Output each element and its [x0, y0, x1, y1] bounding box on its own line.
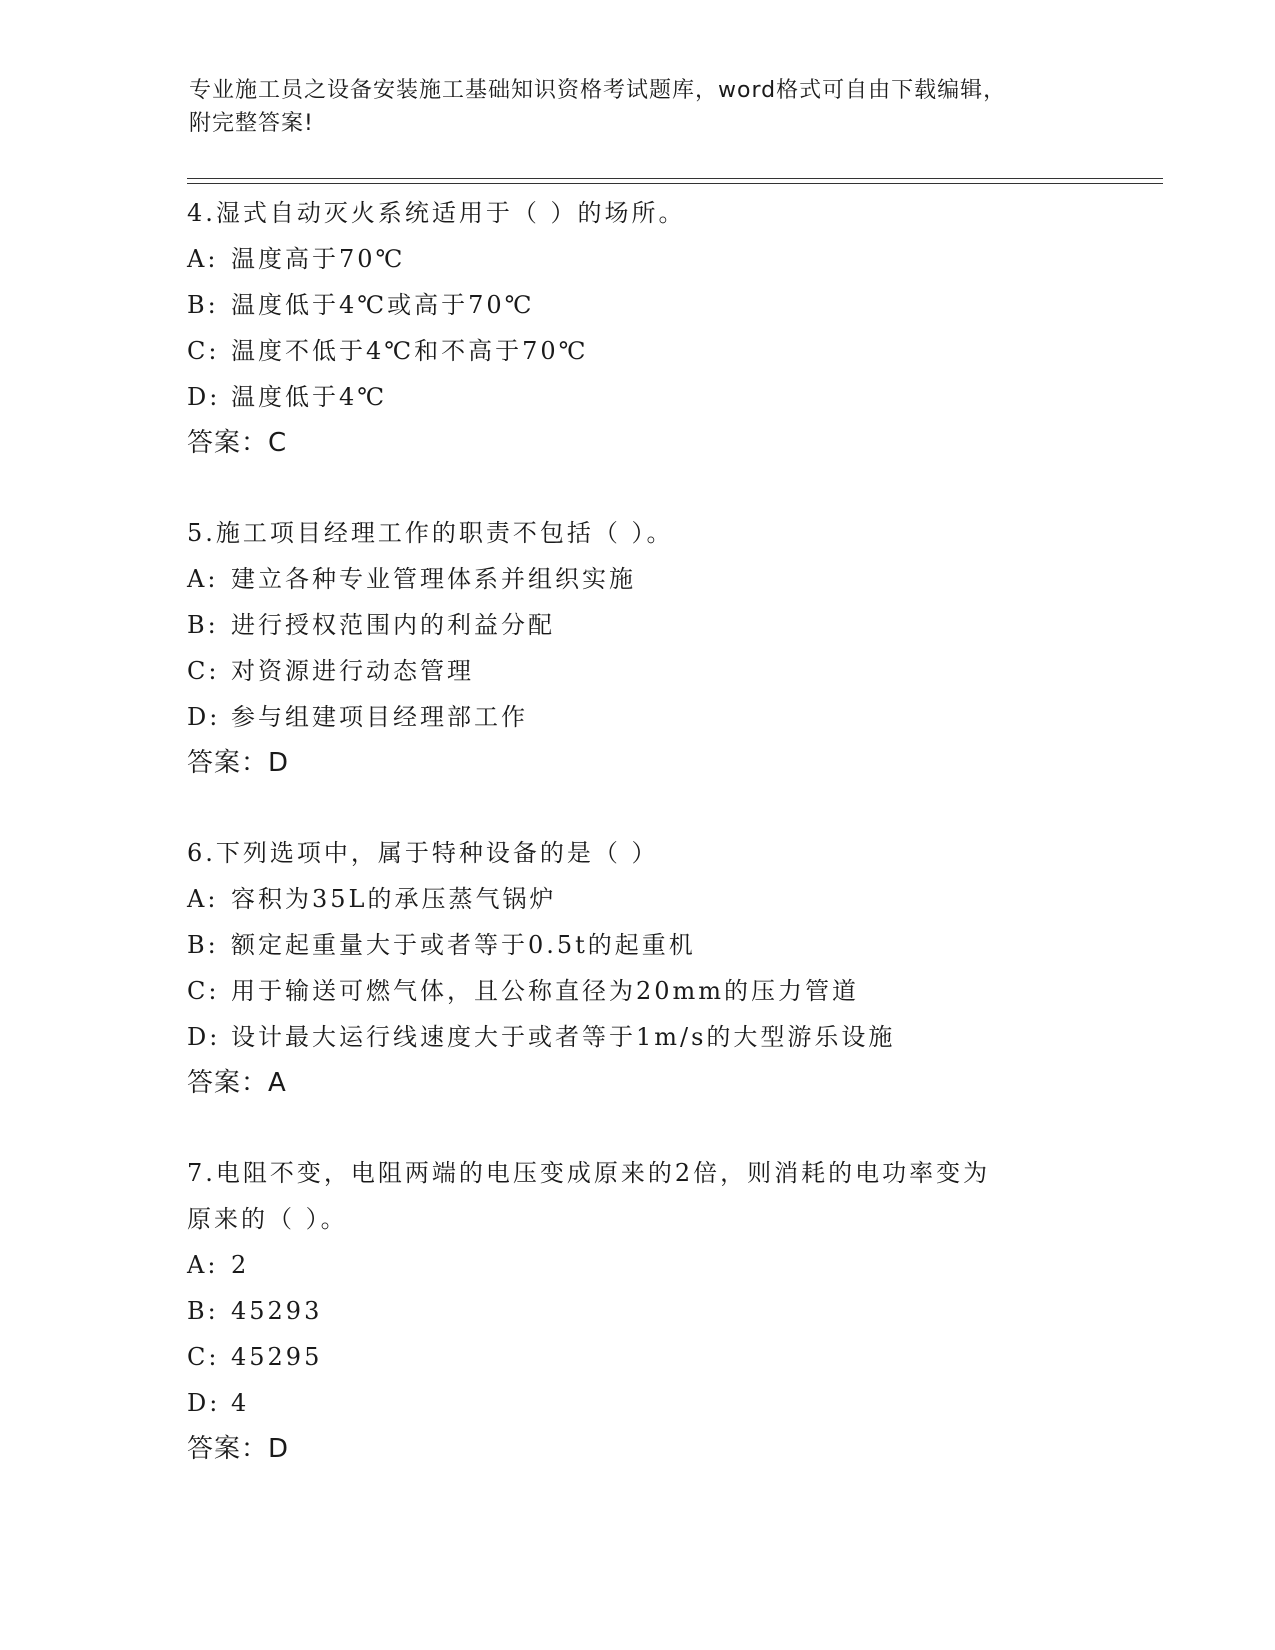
option-b: [187, 602, 1087, 648]
option-key: D:: [187, 383, 221, 411]
option-key: A:: [187, 245, 219, 273]
option-key: C:: [187, 337, 220, 365]
option-c: [187, 1334, 1087, 1380]
option-text: 45293: [231, 1297, 323, 1325]
document-header: [189, 74, 1089, 140]
answer-line: 答案：D: [187, 748, 290, 778]
option-text: 温度不低于4℃和不高于70℃: [231, 337, 589, 365]
option-a: [187, 876, 1087, 922]
option-b: [187, 922, 1087, 968]
option-text: 进行授权范围内的利益分配: [231, 611, 555, 639]
option-a: [187, 236, 1087, 282]
option-key: B:: [187, 931, 219, 959]
question-stem: 4.湿式自动灭火系统适用于（ ）的场所。: [187, 199, 686, 227]
option-d: [187, 1380, 1087, 1426]
header-line-2: 附完整答案!: [189, 111, 314, 136]
option-text: 4: [231, 1389, 250, 1417]
question-stem: 6.下列选项中，属于特种设备的是（ ）: [187, 839, 659, 867]
header-rule-bottom: [187, 183, 1163, 184]
header-rule-top: [187, 178, 1163, 179]
option-text: 温度低于4℃或高于70℃: [231, 291, 535, 319]
option-key: B:: [187, 611, 219, 639]
option-key: C:: [187, 977, 220, 1005]
option-a: [187, 556, 1087, 602]
option-text: 额定起重量大于或者等于0.5t的起重机: [231, 931, 696, 959]
option-text: 温度低于4℃: [231, 383, 388, 411]
option-text: 容积为35L的承压蒸气锅炉: [231, 885, 557, 913]
option-key: B:: [187, 1297, 219, 1325]
option-key: A:: [187, 885, 219, 913]
option-c: [187, 968, 1087, 1014]
option-text: 2: [231, 1251, 250, 1279]
option-key: D:: [187, 1389, 221, 1417]
question-7: [187, 1150, 1087, 1472]
question-stem-line-2: 原来的（ ）。: [187, 1205, 348, 1233]
option-a: [187, 1242, 1087, 1288]
option-key: D:: [187, 1023, 221, 1051]
question-stem: 5.施工项目经理工作的职责不包括（ ）。: [187, 519, 674, 547]
option-c: [187, 648, 1087, 694]
option-key: A:: [187, 565, 219, 593]
option-d: [187, 694, 1087, 740]
option-key: C:: [187, 1343, 220, 1371]
question-4: [187, 190, 1087, 466]
option-text: 对资源进行动态管理: [231, 657, 474, 685]
header-line-1: 专业施工员之设备安装施工基础知识资格考试题库，word格式可自由下载编辑，: [189, 78, 1007, 103]
option-text: 温度高于70℃: [231, 245, 406, 273]
question-6: [187, 830, 1087, 1106]
option-text: 设计最大运行线速度大于或者等于1m/s的大型游乐设施: [231, 1023, 896, 1051]
answer-line: 答案：D: [187, 1434, 290, 1464]
option-key: A:: [187, 1251, 219, 1279]
answer-line: 答案：A: [187, 1068, 287, 1098]
option-key: D:: [187, 703, 221, 731]
option-key: B:: [187, 291, 219, 319]
option-d: [187, 1014, 1087, 1060]
option-text: 建立各种专业管理体系并组织实施: [231, 565, 636, 593]
option-text: 参与组建项目经理部工作: [231, 703, 528, 731]
question-stem-line-1: 7.电阻不变，电阻两端的电压变成原来的2倍，则消耗的电功率变为: [187, 1159, 991, 1187]
option-text: 用于输送可燃气体，且公称直径为20mm的压力管道: [231, 977, 860, 1005]
option-text: 45295: [231, 1343, 323, 1371]
option-c: [187, 328, 1087, 374]
option-b: [187, 282, 1087, 328]
question-5: [187, 510, 1087, 786]
option-b: [187, 1288, 1087, 1334]
answer-line: 答案：C: [187, 428, 288, 458]
option-key: C:: [187, 657, 220, 685]
option-d: [187, 374, 1087, 420]
